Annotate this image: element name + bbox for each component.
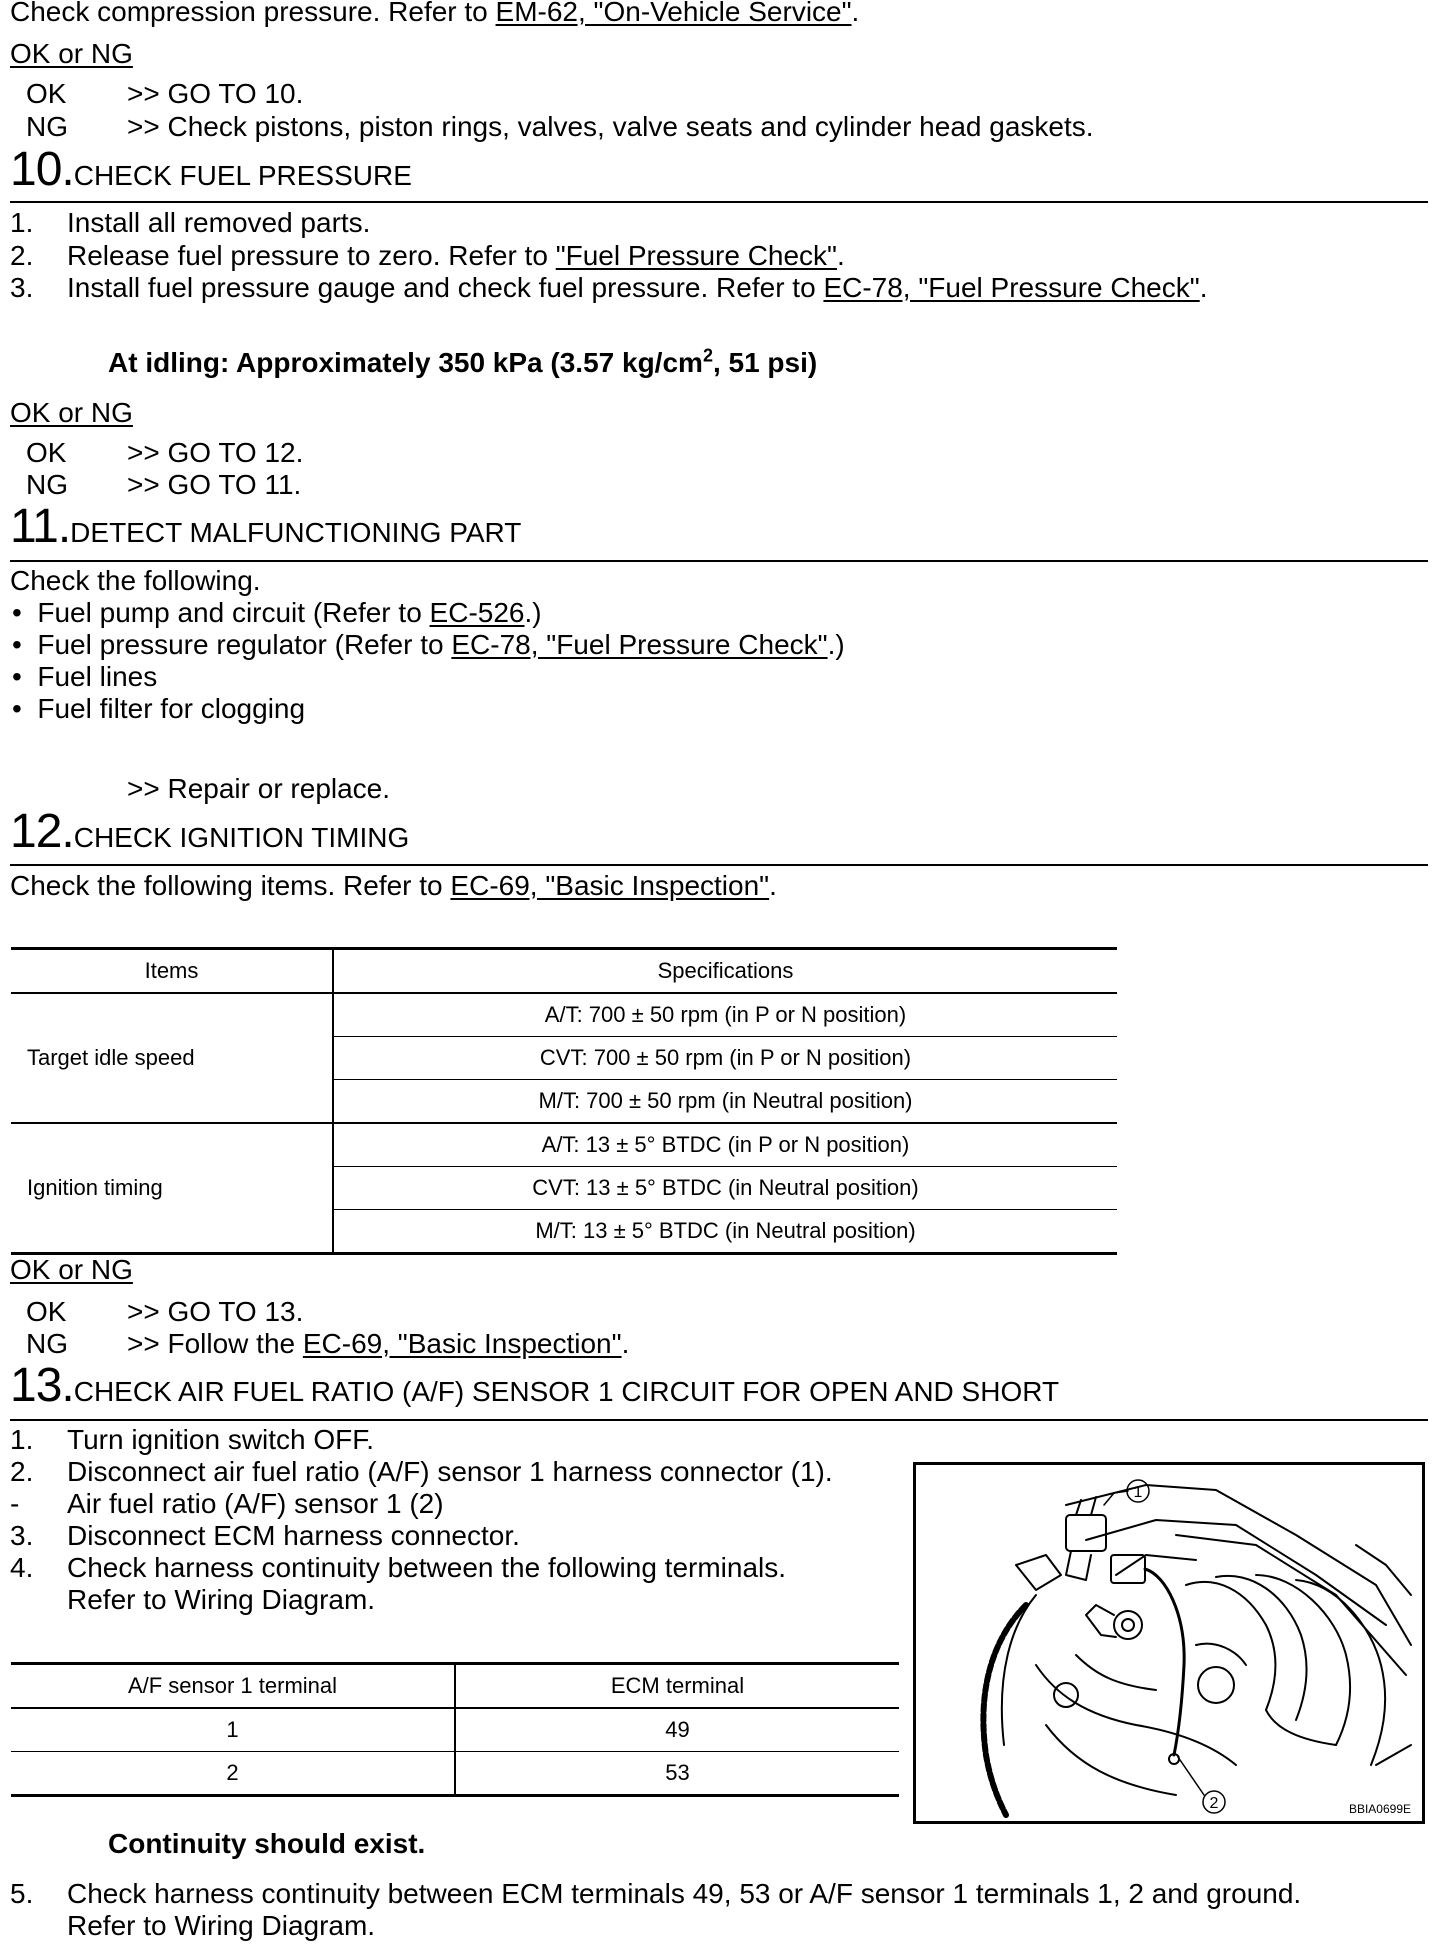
step10-item-3-num: 3. — [10, 272, 34, 303]
ec-526-link[interactable]: EC-526 — [429, 597, 525, 628]
ng-label: NG — [26, 1328, 68, 1359]
header-cell: Specifications — [333, 949, 1117, 994]
ng-label: NG — [26, 469, 68, 500]
step12-intro: Check the following items. Refer to EC-69, "Basic Inspection". — [10, 870, 777, 901]
table-row — [11, 1708, 899, 1752]
step-13-heading — [10, 1361, 1059, 1411]
callout-2-label: 2 — [1209, 1795, 1219, 1812]
list-item: • Fuel pressure regulator (Refer to EC-78, "Fuel Pressure Check".) — [12, 629, 845, 660]
table-header-row — [11, 1664, 899, 1709]
step13-item-4-line2: Refer to Wiring Diagram. — [67, 1584, 376, 1615]
step-number: 10. — [10, 143, 74, 196]
ok-result: >> GO TO 13. — [127, 1296, 304, 1327]
list-item: • Fuel pump and circuit (Refer to EC-526.) — [12, 597, 542, 628]
step-12-heading — [10, 807, 409, 857]
ng-result: >> GO TO 11. — [127, 469, 302, 500]
ok-result: >> GO TO 12. — [127, 437, 304, 468]
table-cell: A/T: 700 ± 50 rpm (in P or N position) — [333, 993, 1117, 1037]
figure-code: BBIA0699E — [1348, 1802, 1411, 1816]
step13-item-3: Disconnect ECM harness connector. — [67, 1520, 520, 1551]
table-cell: 2 — [226, 1760, 239, 1785]
ec-69-link[interactable]: EC-69, "Basic Inspection" — [302, 1328, 622, 1359]
step10-item-1-num: 1. — [10, 207, 34, 238]
step13-item-1-num: 1. — [10, 1424, 34, 1455]
step10-item-3: Install fuel pressure gauge and check fuel pressure. Refer to EC-78, "Fuel Pressure Check". — [67, 272, 1208, 303]
table-cell: 53 — [455, 1752, 899, 1796]
step10-item-1: Install all removed parts. — [67, 207, 371, 238]
step-title: CHECK IGNITION TIMING — [73, 822, 410, 853]
em-62-link[interactable]: EM-62, "On-Vehicle Service" — [495, 0, 852, 27]
continuity-spec: Continuity should exist. — [108, 1828, 426, 1859]
step13-item-5-line2: Refer to Wiring Diagram. — [67, 1910, 376, 1941]
step-title: CHECK AIR FUEL RATIO (A/F) SENSOR 1 CIRCUIT FOR OPEN AND SHORT — [73, 1376, 1060, 1407]
callout-1-label: 1 — [1133, 1484, 1143, 1501]
header-cell: A/F sensor 1 terminal — [127, 1673, 338, 1698]
header-cell: ECM terminal — [455, 1664, 899, 1709]
ok-label: OK — [26, 1296, 67, 1327]
step10-item-2: Release fuel pressure to zero. Refer to "Fuel Pressure Check". — [67, 240, 845, 271]
ok-or-ng-heading: OK or NG — [10, 397, 133, 428]
step13-item-5: Check harness continuity between ECM terminals 49, 53 or A/F sensor 1 terminals 1, 2 and ground. — [67, 1878, 1302, 1909]
list-item: • Fuel lines — [12, 661, 158, 692]
table-row — [11, 993, 1117, 1037]
ng-result: >> Follow the EC-69, "Basic Inspection". — [127, 1328, 630, 1359]
step13-item-3-num: 3. — [10, 1520, 34, 1551]
list-item: • Fuel filter for clogging — [12, 693, 306, 724]
ng-label: NG — [26, 111, 68, 142]
step-10-heading — [10, 145, 412, 195]
step13-subitem: Air fuel ratio (A/F) sensor 1 (2) — [67, 1488, 444, 1519]
table-cell-item: Ignition timing — [27, 1175, 163, 1200]
section-divider — [10, 1419, 1428, 1421]
step-title: CHECK FUEL PRESSURE — [73, 160, 412, 191]
step10-item-2-num: 2. — [10, 240, 34, 271]
table-cell: M/T: 700 ± 50 rpm (in Neutral position) — [333, 1080, 1117, 1124]
ng-result: >> Check pistons, piston rings, valves, valve seats and cylinder head gaskets. — [127, 111, 1094, 142]
table-header-row — [11, 949, 1117, 994]
header-cell: Items — [144, 958, 199, 983]
ok-label: OK — [26, 437, 67, 468]
step-number: 11. — [10, 500, 71, 553]
step-number: 12. — [10, 805, 74, 858]
table-row — [11, 1123, 1117, 1167]
engine-illustration — [916, 1465, 1422, 1821]
step13-subitem-num: - — [10, 1488, 20, 1519]
table-cell: 49 — [455, 1708, 899, 1752]
step-title: DETECT MALFUNCTIONING PART — [70, 517, 522, 548]
section-divider — [10, 201, 1428, 203]
table-cell: CVT: 13 ± 5° BTDC (in Neutral position) — [333, 1167, 1117, 1210]
table-cell: M/T: 13 ± 5° BTDC (in Neutral position) — [333, 1210, 1117, 1254]
idle-pressure-spec: At idling: Approximately 350 kPa (3.57 $kg/cm^2$, 51 psi) — [108, 345, 818, 378]
step-number: 13. — [10, 1359, 74, 1412]
table-cell: CVT: 700 ± 50 rpm (in P or N position) — [333, 1037, 1117, 1080]
ok-or-ng-heading: OK or NG — [10, 1254, 133, 1285]
ok-result: >> GO TO 10. — [127, 78, 304, 109]
ignition-spec-table — [11, 947, 1117, 1255]
step13-item-2: Disconnect air fuel ratio (A/F) sensor 1 harness connector (1). — [67, 1456, 833, 1487]
step13-item-4-num: 4. — [10, 1552, 34, 1583]
step11-intro: Check the following. — [10, 565, 261, 596]
repair-action: >> Repair or replace. — [127, 773, 391, 804]
step13-item-2-num: 2. — [10, 1456, 34, 1487]
ec-78-link[interactable]: EC-78, "Fuel Pressure Check" — [823, 272, 1200, 303]
ok-label: OK — [26, 78, 67, 109]
table-row — [11, 1752, 899, 1796]
section-divider — [10, 864, 1428, 866]
ec-78-link[interactable]: EC-78, "Fuel Pressure Check" — [451, 629, 828, 660]
step13-item-5-num: 5. — [10, 1878, 34, 1909]
ok-or-ng-heading: OK or NG — [10, 38, 133, 69]
section-divider — [10, 560, 1428, 562]
fuel-pressure-check-link[interactable]: "Fuel Pressure Check" — [555, 240, 837, 271]
table-cell: A/T: 13 ± 5° BTDC (in P or N position) — [333, 1123, 1117, 1167]
step13-item-1: Turn ignition switch OFF. — [67, 1424, 375, 1455]
terminal-table — [11, 1662, 899, 1797]
compression-check-line: Check compression pressure. Refer to EM-62, "On-Vehicle Service". — [10, 0, 859, 28]
table-cell-item: Target idle speed — [11, 993, 333, 1123]
step13-item-4: Check harness continuity between the following terminals. — [67, 1552, 787, 1583]
step-11-heading — [10, 502, 521, 552]
table-cell: 1 — [226, 1717, 239, 1742]
ec-69-link[interactable]: EC-69, "Basic Inspection" — [450, 870, 770, 901]
sensor-location-figure — [913, 1462, 1425, 1824]
